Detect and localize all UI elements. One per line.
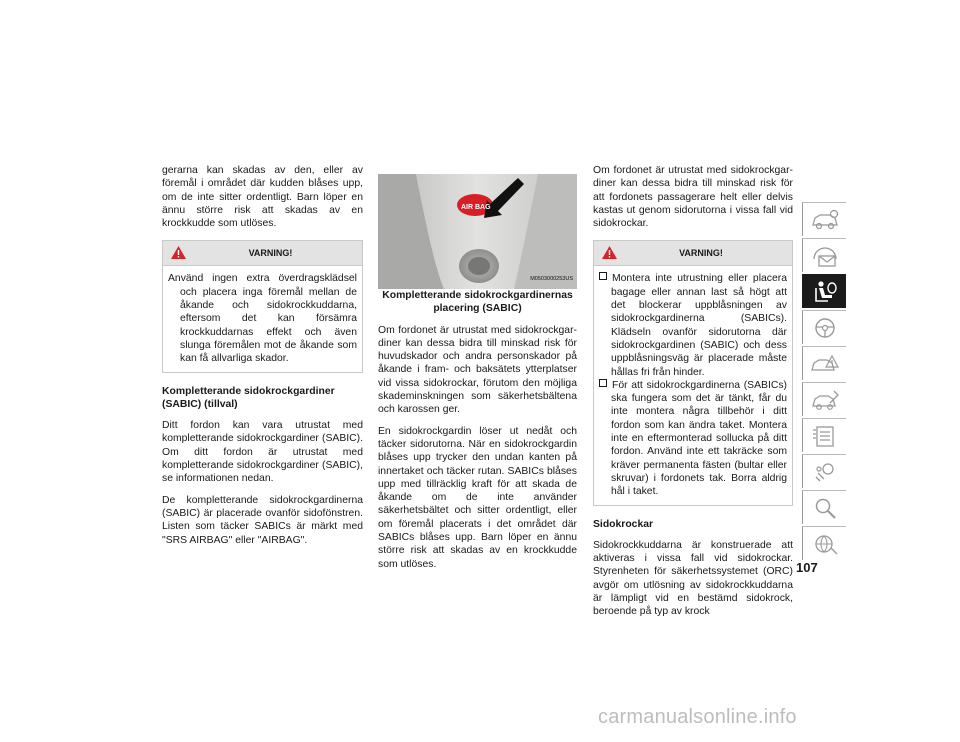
- car-service-icon: [810, 388, 840, 412]
- language-globe-icon: [810, 532, 840, 556]
- figure-caption: Kompletterande sidokrockgardinernas placering (SABIC): [382, 290, 573, 315]
- warning-title: VARNING!: [248, 248, 293, 259]
- multimedia-settings-icon: [810, 460, 840, 484]
- tab-driving[interactable]: [802, 310, 846, 344]
- paragraph: Sidokrockkuddarna är konstruerade att aktiveras i vissa fall vid sidokrockar. Styrenheten för säkerhetssystemet (ORC) avgör om utlösning av sidokrockkuddarna är lämpligt vid en bestämd sidokrock, beroende på typ av krock: [593, 539, 793, 618]
- tab-car-info[interactable]: [802, 202, 846, 236]
- image-code: M0503000253US: [530, 275, 573, 282]
- warning-text: Använd ingen extra överdragsklädsel och placera inga föremål mellan de åkande och sidokrockkuddarna, eftersom det kan försämra krockkuddarnas effekt och även slunga föremålen mot de åkande som kan få allvarliga skador.: [168, 273, 357, 365]
- tab-safety[interactable]: [802, 274, 846, 308]
- seated-person-airbag-icon: [810, 280, 840, 304]
- tab-languages[interactable]: [802, 526, 846, 560]
- paragraph: De kompletterande sidokrockgardinerna (SABIC) är placerade ovanför sidofönstren. Listen som täcker SABICs är märkt med "SRS AIRBAG" eller "AIRBAG".: [162, 494, 363, 546]
- paragraph: Om fordonet är utrustat med sidokrockgardiner kan dessa bidra till minskad risk för huvudskador och andra personskador på åkande i fram- och baksätets ytterplatser vid vissa sidokrockar, förutom den möjliga skademinskningen som säkerhetsbältena och karossen ger.: [378, 324, 577, 416]
- column-3: [593, 164, 793, 627]
- paragraph: En sidokrockgardin löser ut nedåt och täcker sidorutorna. När en sidokrockgardin blåses upp trycker den undan kanten på innertaket och täcker rutan. SABICs blåses upp med tillräcklig kraft för att skada de åkande om de inte använder säkerhetsbältet och sitter ordentligt, eller om föremål placerats i det området där SABICs blåses upp. Barn löper en ännu större risk att skadas av en krockkudde som utlöses.: [378, 425, 577, 570]
- dashboard-envelope-icon: [810, 245, 840, 267]
- column-1: [162, 164, 363, 555]
- maintenance-list-icon: [810, 424, 840, 448]
- intro-paragraph: Om fordonet är utrustat med sidokrockgardiner kan dessa bidra till minskad risk för att fordonets passagerare helt eller delvis kastas ut genom sidorutorna i vissa fall vid sidokrockar.: [593, 165, 793, 230]
- intro-paragraph: gerarna kan skadas av den, eller av föremål i området där kudden blåses upp, om de inte sitter ordentligt. Barn löper en ännu större risk att skadas av en krockkudde som utlöses.: [162, 165, 363, 230]
- warning-title: VARNING!: [679, 248, 723, 259]
- paragraph: Ditt fordon kan vara utrustat med kompletterande sidokrockgardiner (SABIC). Om ditt fordon är utrustat med kompletterande sidokrockgardiner (SABIC), se informationen nedan.: [162, 420, 363, 485]
- bullet-square-icon: [599, 379, 607, 387]
- tab-service[interactable]: [802, 382, 846, 416]
- bullet-square-icon: [599, 272, 607, 280]
- tab-specifications[interactable]: [802, 418, 846, 452]
- warning-bullet: För att sidokrockgardinerna (SABICs) ska fungera som det är tänkt, får du inte montera några tillbehör i ditt fordon som kan ändra taket. Montera inte en eftermonterad sollucka på ditt fordon. Använd inte ett takräcke som kräver permanenta fästen (bultar eller skruvar) i fordonets tak. Borra aldrig hål i taket.: [599, 379, 787, 499]
- airbag-badge-label: AIR BAG: [461, 204, 491, 211]
- warning-header: [163, 241, 362, 266]
- index-search-icon: [810, 496, 840, 520]
- warning-header: [594, 241, 792, 266]
- section-heading-sabic: Kompletterande sidokrockgardiner (SABIC) (tillval): [162, 385, 335, 410]
- sabic-location-photo: [378, 174, 577, 289]
- tab-index[interactable]: [802, 490, 846, 524]
- page-number: 107: [796, 560, 818, 575]
- warning-triangle-icon: [170, 245, 187, 260]
- section-heading-side-impact: Sidokrockar: [593, 518, 654, 530]
- steering-wheel-icon: [810, 316, 840, 340]
- car-info-icon: [810, 209, 840, 231]
- warning-triangle-icon: [601, 245, 618, 260]
- chapter-tabs: [802, 202, 846, 562]
- column-2: [378, 174, 577, 579]
- tab-dashboard[interactable]: [802, 238, 846, 272]
- watermark: carmanualsonline.info: [598, 706, 797, 728]
- warning-box: [162, 240, 363, 372]
- tab-multimedia[interactable]: [802, 454, 846, 488]
- warning-box: [593, 240, 793, 505]
- warning-bullet: Montera inte utrustning eller placera bagage eller annan last så högt att det blockerar uppblåsningen av sidokrockgardinerna (SABICs). Klädseln ovanför sidorutorna där sidokrockgardinen (SABIC) och dess uppblåsningsväg är placerade måste hållas fri från hinder.: [599, 272, 787, 378]
- car-warning-icon: [810, 352, 840, 376]
- tab-emergency[interactable]: [802, 346, 846, 380]
